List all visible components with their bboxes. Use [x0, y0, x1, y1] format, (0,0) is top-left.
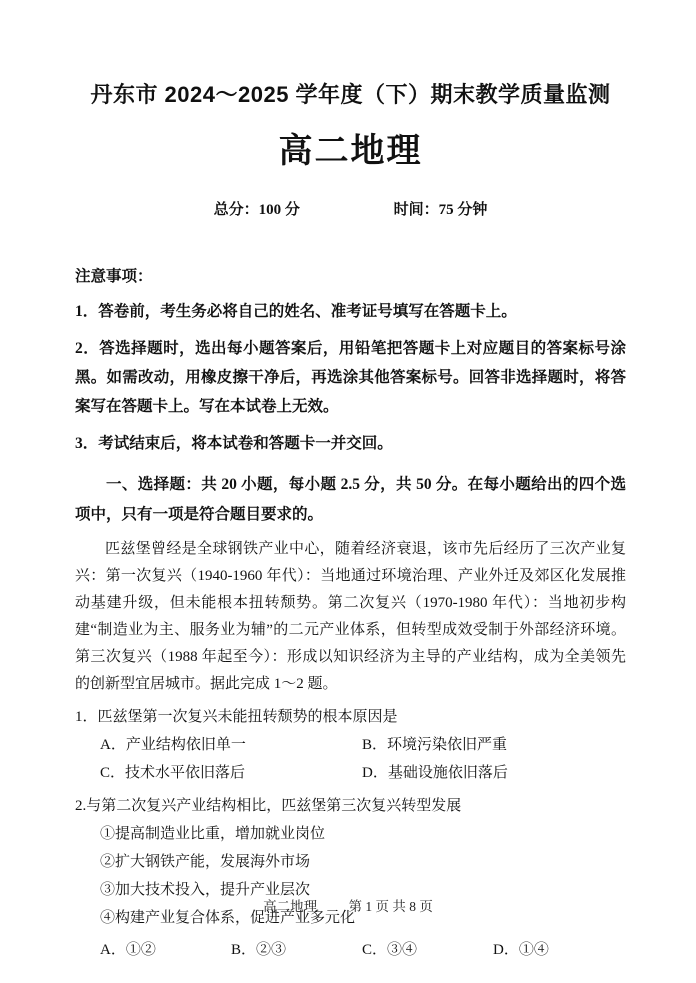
- question-1-option-b: B．环境污染依旧严重: [362, 737, 508, 753]
- question-2-stem: 2.与第二次复兴产业结构相比，匹兹堡第三次复兴转型发展: [75, 798, 462, 814]
- page-footer: [0, 895, 696, 915]
- question-2-option-b: B．②③: [231, 942, 287, 958]
- question-2-statement-1: ①提高制造业比重，增加就业岗位: [100, 826, 326, 842]
- question-1-option-a: A．产业结构依旧单一: [100, 737, 246, 753]
- exam-duration: 时间：75 分钟: [393, 202, 488, 218]
- question-2-statement-2: ②扩大钢铁产能，发展海外市场: [100, 854, 311, 870]
- question-1-options: [100, 731, 626, 787]
- section-one-heading: 一、选择题：共 20 小题，每小题 2.5 分，共 50 分。在每小题给出的四个选项中，只有一项是符合题目要求的。: [75, 476, 626, 523]
- notice-item-2: 2．答选择题时，选出每小题答案后，用铅笔把答题卡上对应题目的答案标号涂黑。如需改动，用橡皮擦干净后，再选涂其他答案标号。回答非选择题时，将答案写在答题卡上。写在本试卷上无效。: [75, 340, 626, 415]
- total-score: 总分：100 分: [213, 202, 300, 218]
- question-1-stem: 1．匹兹堡第一次复兴未能扭转颓势的根本原因是: [75, 709, 398, 725]
- score-time-line: [75, 198, 626, 219]
- question-1-option-d: D．基础设施依旧落后: [362, 765, 508, 781]
- question-1-option-c: C．技术水平依旧落后: [100, 765, 246, 781]
- question-1-options-row-1: [100, 731, 626, 759]
- footer-page-info: 第 1 页 共 8 页: [348, 899, 433, 914]
- question-2-option-c: C．③④: [362, 942, 418, 958]
- question-2-statement-3: ③加大技术投入，提升产业层次: [100, 882, 311, 898]
- question-2-option-a: A．①②: [100, 942, 156, 958]
- reading-passage: 匹兹堡曾经是全球钢铁产业中心，随着经济衰退，该市先后经历了三次产业复兴：第一次复兴（1940-1960 年代）：当地通过环境治理、产业外迁及郊区化发展推动基建升级，但未能根本扭转颓势。第二次复兴（1970-1980 年代）：当地初步构建“制造业为主、服务业为辅”的二元产业体系，但转型成效受制于外部经济环境。第三次复兴（1988 年起至今）：形成以知识经济为主导的产业结构，成为全美领先的创新型宜居城市。据此完成 1～2 题。: [75, 541, 626, 692]
- footer-subject: 高二地理: [263, 899, 318, 914]
- question-2-options: [100, 936, 626, 964]
- notice-item-1: 1．答卷前，考生务必将自己的姓名、准考证号填写在答题卡上。: [75, 303, 517, 320]
- question-2-option-d: D．①④: [493, 942, 549, 958]
- question-2-statements: [100, 820, 626, 932]
- notice-item-3: 3．考试结束后，将本试卷和答题卡一并交回。: [75, 435, 393, 452]
- question-1-options-row-2: [100, 759, 626, 787]
- question-2-statement-4: ④构建产业复合体系，促进产业多元化: [100, 910, 356, 926]
- notice-heading: 注意事项：: [75, 268, 153, 285]
- exam-subject: 高二地理: [278, 133, 423, 170]
- exam-title: 丹东市 2024～2025 学年度（下）期末教学质量监测: [90, 82, 611, 107]
